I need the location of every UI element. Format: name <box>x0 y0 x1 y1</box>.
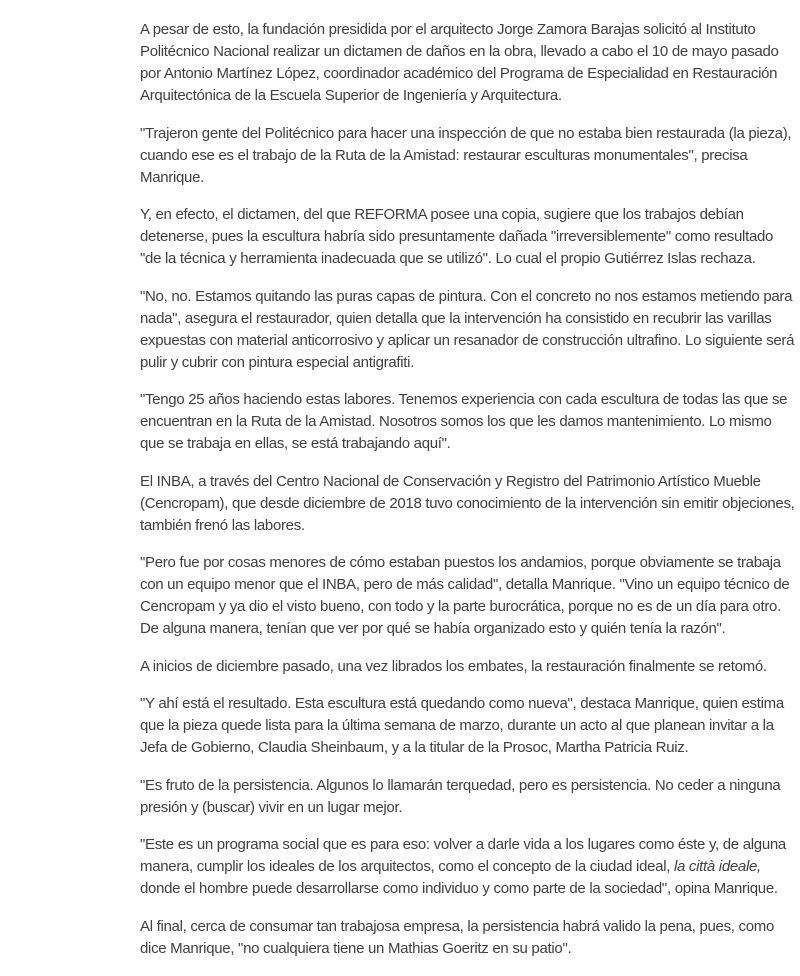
paragraph-2 <box>140 123 800 189</box>
text-line: donde el hombre puede desarrollarse como individuo y como parte de la sociedad", opina Manrique. <box>140 880 778 897</box>
text-line: también frenó las labores. <box>140 516 305 534</box>
paragraph-1 <box>140 19 800 107</box>
paragraph-8 <box>140 656 800 678</box>
text-line: Manrique. <box>140 168 205 186</box>
paragraph-11 <box>140 834 800 900</box>
text-line: por Antonio Martínez López, coordinador académico del Programa de Especialidad en Restauración <box>140 65 778 82</box>
text-line: Politécnico Nacional realizar un dictamen de daños en la obra, llevado a cabo el 10 de mayo pasado <box>140 43 779 60</box>
text-line: Al final, cerca de consumar tan trabajosa empresa, la persistencia habrá valido la pena, pues, como <box>140 917 774 935</box>
text-line: De alguna manera, tenían que ver por qué se había organizado esto y quién tenía la razón". <box>140 620 726 637</box>
text-line: El INBA, a través del Centro Nacional de Conservación y Registro del Patrimonio Artístico Mueble <box>140 472 761 490</box>
text-line: "Tengo 25 años haciendo estas labores. Tenemos experiencia con cada escultura de todas las que se <box>140 391 788 408</box>
text-line: con un equipo menor que el INBA, pero de más calidad", detalla Manrique. "Vino un equipo técnico de <box>140 576 790 593</box>
text-line: cuando ese es el trabajo de la Ruta de la Amistad: restaurar esculturas monumentales", precisa <box>140 146 748 164</box>
text-line: A inicios de diciembre pasado, una vez librados los embates, la restauración finalmente se retomó. <box>140 657 767 675</box>
text-line: "Es fruto de la persistencia. Algunos lo llamarán terquedad, pero es persistencia. No ceder a ninguna <box>140 776 781 794</box>
text-line: Cencropam y ya dio el visto bueno, con todo y la parte burocrática, porque no es de un día para otro. <box>140 598 781 615</box>
paragraph-9 <box>140 693 800 759</box>
text-line: "No, no. Estamos quitando las puras capas de pintura. Con el concreto no nos estamos metiendo para <box>140 287 793 305</box>
text-line: pulir y cubrir con pintura especial antigrafiti. <box>140 353 415 371</box>
text-line: nada", asegura el restaurador, quien detalla que la intervención ha consistido en recubrir las varillas <box>140 309 772 327</box>
text-line: expuestas con material anticorrosivo y aplicar un resanador de construcción ultrafino. Lo siguiente será <box>140 331 795 349</box>
text-line: "Trajeron gente del Politécnico para hacer una inspección de que no estaba bien restaurada (la pieza), <box>140 124 792 142</box>
text-line: "Pero fue por cosas menores de cómo estaban puestos los andamios, porque obviamente se trabaja <box>140 554 781 571</box>
text-line: Arquitectónica de la Escuela Superior de Ingeniería y Arquitectura. <box>140 87 562 104</box>
text-line: que se trabaja en ellas, se está trabajando aquí". <box>140 435 451 452</box>
text-line: dice Manrique, "no cualquiera tiene un Mathias Goeritz en su patio". <box>140 939 572 957</box>
text-line: "Y ahí está el resultado. Esta escultura está quedando como nueva", destaca Manrique, quien estima <box>140 695 784 712</box>
italic-phrase: la città ideale, <box>673 858 761 875</box>
text-line: que la pieza quede lista para la última semana de marzo, durante un acto al que planean invitar a la <box>140 717 774 734</box>
text-line: detenerse, pues la escultura habría sido presuntamente dañada "irreversiblemente" como resultado <box>140 228 774 245</box>
text-line: Y, en efecto, el dictamen, del que REFORMA posee una copia, sugiere que los trabajos debían <box>140 206 744 223</box>
paragraph-3 <box>140 204 800 270</box>
paragraph-4 <box>140 286 800 374</box>
text-line <box>140 856 800 878</box>
text-line: (Cencropam), que desde diciembre de 2018 tuvo conocimiento de la intervención sin emitir objeciones, <box>140 494 795 512</box>
text-line: "Este es un programa social que es para eso: volver a darle vida a los lugares como éste y, de alguna <box>140 836 786 853</box>
paragraph-7 <box>140 552 800 640</box>
text-line: A pesar de esto, la fundación presidida por el arquitecto Jorge Zamora Barajas solicitó al Instituto <box>140 21 756 38</box>
text-line: Jefa de Gobierno, Claudia Sheinbaum, y a la titular de la Prosoc, Martha Patricia Ruiz. <box>140 739 689 756</box>
text-line: "de la técnica y herramienta inadecuada que se utilizó". Lo cual el propio Gutiérrez Islas rechaza. <box>140 250 756 267</box>
paragraph-6 <box>140 471 800 537</box>
text-segment: manera, cumplir los ideales de los arquitectos, como el concepto de la ciudad ideal, <box>140 858 674 875</box>
text-line: presión y (buscar) vivir en un lugar mejor. <box>140 798 403 816</box>
paragraph-5 <box>140 389 800 455</box>
paragraph-10 <box>140 775 800 819</box>
text-line: encuentran en la Ruta de la Amistad. Nosotros somos los que les damos mantenimiento. Lo mismo <box>140 413 772 430</box>
paragraph-12 <box>140 916 800 960</box>
